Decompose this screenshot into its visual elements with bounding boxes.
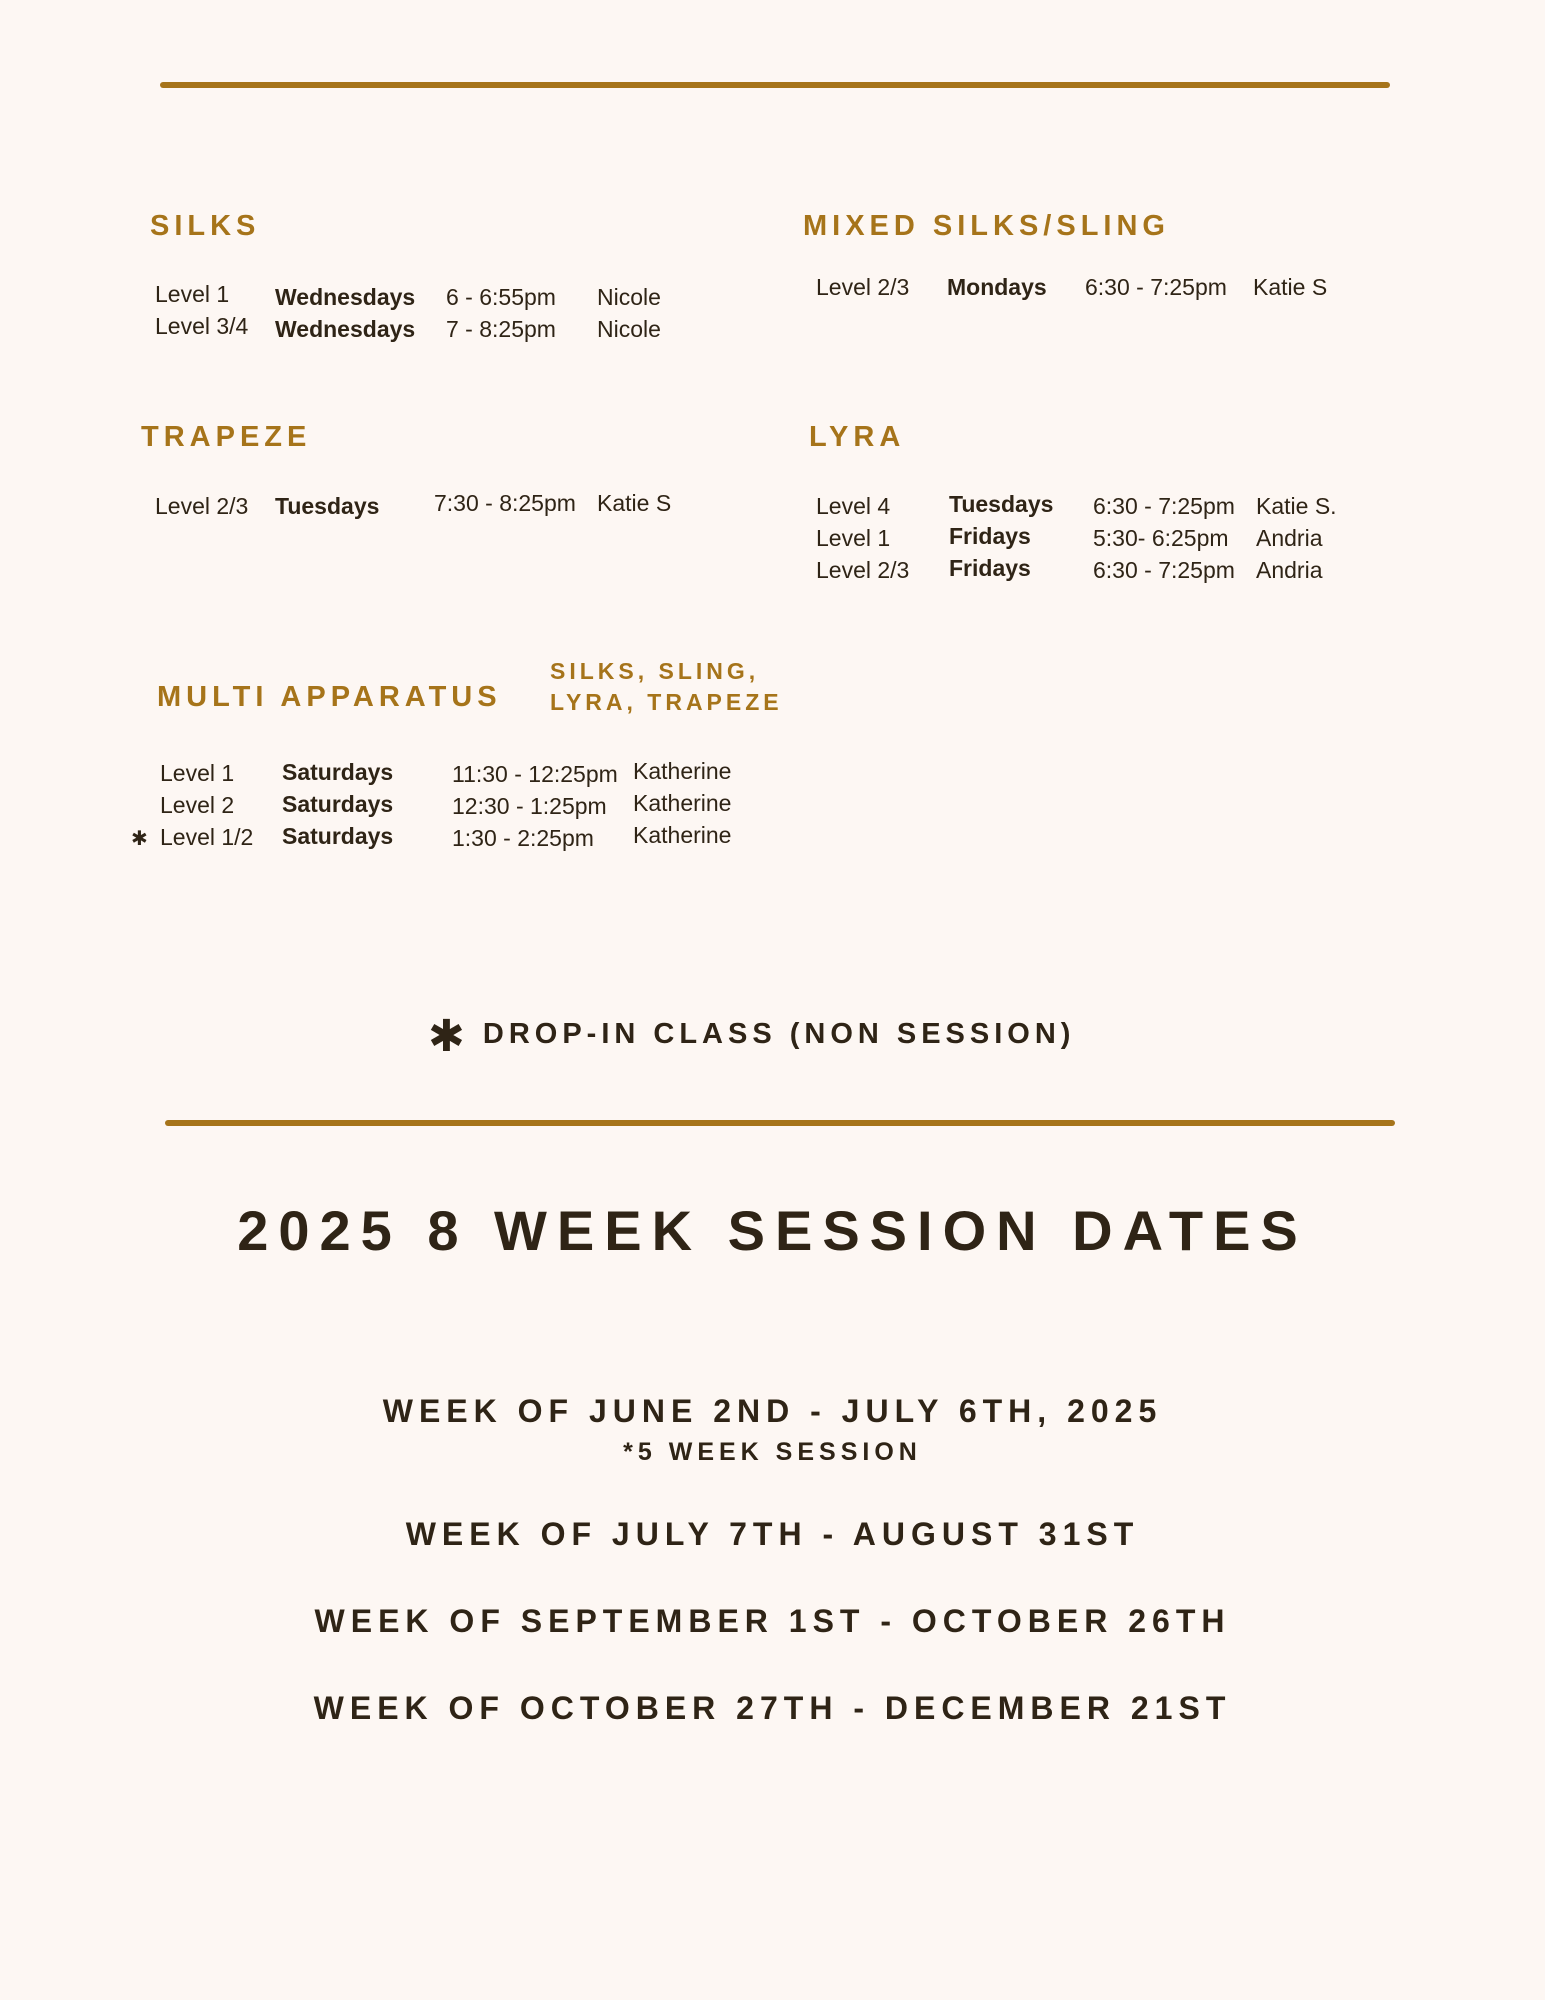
drop-in-legend [428,1003,1076,1061]
asterisk-icon: ✱ [428,1012,465,1061]
session-date-4: WEEK OF OCTOBER 27TH - DECEMBER 21ST [313,1690,1232,1726]
class-level: Level 1/2 [160,824,254,850]
session-date-1-note: *5 WEEK SESSION [623,1438,922,1466]
class-level: Level 1 [816,525,891,551]
class-instructor: Katherine [633,822,732,848]
silks-heading: SILKS [150,210,261,242]
class-level: Level 2 [160,792,235,818]
class-instructor: Katie S. [1256,493,1337,519]
session-date-2: WEEK OF JULY 7TH - AUGUST 31ST [405,1516,1140,1552]
lyra-heading: LYRA [809,421,906,453]
class-time: 7 - 8:25pm [446,316,556,342]
multi-apparatus-subheading-line-2: LYRA, TRAPEZE [550,689,783,715]
session-date-3: WEEK OF SEPTEMBER 1ST - OCTOBER 26TH [314,1603,1231,1639]
class-time: 11:30 - 12:25pm [452,761,618,787]
class-time: 6:30 - 7:25pm [1093,493,1235,519]
class-instructor: Nicole [597,284,661,310]
class-day: Saturdays [282,791,394,817]
class-time: 5:30- 6:25pm [1093,525,1229,551]
drop-in-marker-icon: ✱ [131,828,148,850]
class-day: Mondays [947,274,1047,300]
class-day: Tuesdays [949,491,1054,517]
class-time: 1:30 - 2:25pm [452,825,594,851]
class-day: Tuesdays [275,493,380,519]
top-divider [160,82,1390,88]
class-instructor: Katherine [633,790,732,816]
class-instructor: Andria [1256,525,1323,551]
middle-divider [165,1120,1395,1126]
class-level: Level 1 [155,281,230,307]
class-instructor: Katie S [597,490,672,516]
multi-apparatus-heading: MULTI APPARATUS [157,681,502,713]
class-instructor: Andria [1256,557,1323,583]
trapeze-heading: TRAPEZE [141,421,312,453]
multi-apparatus-subheading-line-1: SILKS, SLING, [550,658,760,684]
class-time: 12:30 - 1:25pm [452,793,607,819]
class-day: Wednesdays [275,284,416,310]
class-time: 6:30 - 7:25pm [1085,274,1227,300]
session-date-1: WEEK OF JUNE 2ND - JULY 6TH, 2025 [382,1393,1163,1429]
class-time: 6:30 - 7:25pm [1093,557,1235,583]
session-dates-title: 2025 8 WEEK SESSION DATES [237,1199,1308,1262]
class-instructor: Katie S [1253,274,1328,300]
class-day: Saturdays [282,759,394,785]
class-level: Level 3/4 [155,313,249,339]
class-day: Fridays [949,555,1031,581]
class-instructor: Nicole [597,316,661,342]
class-day: Wednesdays [275,316,416,342]
class-level: Level 2/3 [816,274,910,300]
class-time: 7:30 - 8:25pm [434,490,576,516]
class-level: Level 4 [816,493,891,519]
class-day: Fridays [949,523,1031,549]
class-instructor: Katherine [633,758,732,784]
drop-in-legend-text: DROP-IN CLASS (NON SESSION) [482,1018,1076,1050]
class-level: Level 2/3 [155,493,249,519]
class-level: Level 1 [160,760,235,786]
class-level: Level 2/3 [816,557,910,583]
mixed-silks-sling-heading: MIXED SILKS/SLING [803,210,1170,242]
class-time: 6 - 6:55pm [446,284,556,310]
class-day: Saturdays [282,823,394,849]
